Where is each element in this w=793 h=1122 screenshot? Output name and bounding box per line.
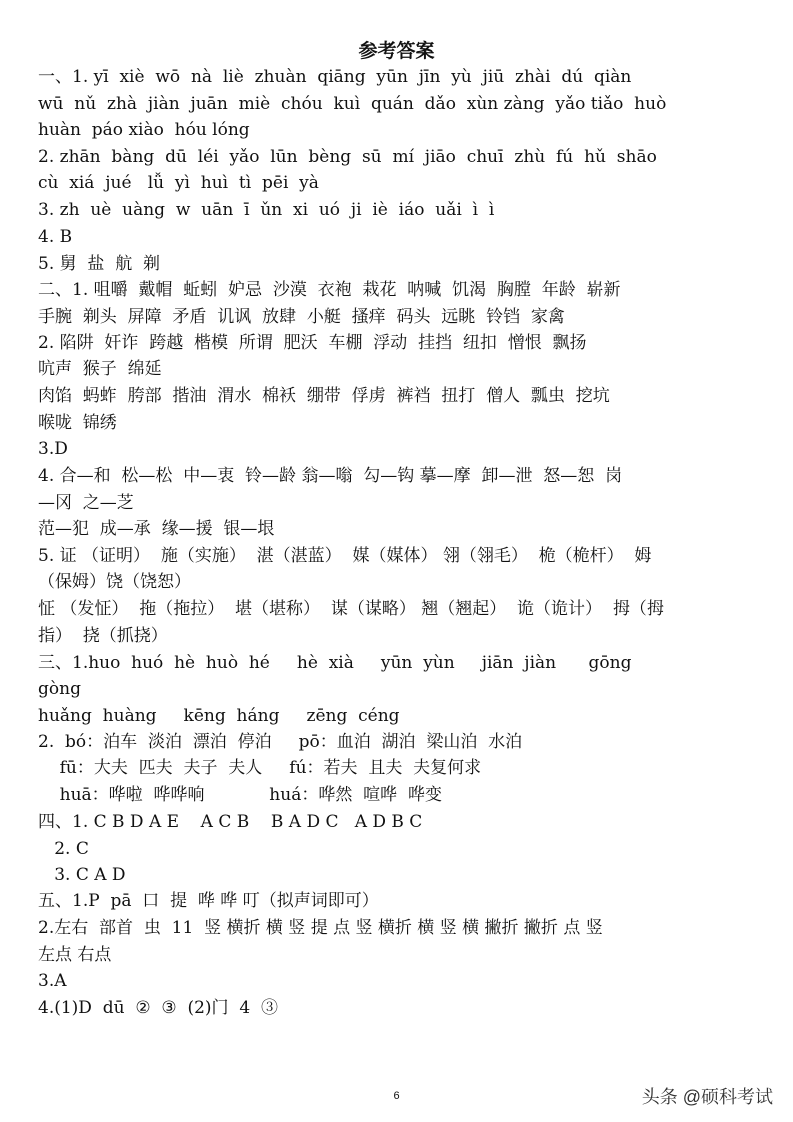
answer-line: 2. zhān bàng dū léi yǎo lūn bèng sū mí jiāo chuī zhù fú hǔ shāo [38,147,657,167]
page-title: 参考答案 [358,40,435,62]
answer-line: 2. C [38,839,89,859]
answer-line: 怔 （发怔） 拖（拖拉） 堪（堪称） 谋（谋略） 翘（翘起） 诡（诡计） 拇（拇 [38,599,664,619]
answer-line: 3. zh uè uàng w uān ī ǔn xi uó ji iè iáo uǎi ì ì [38,200,495,220]
answer-line: 吭声 猴子 绵延 [38,359,162,379]
answer-line: huǎng huàng kēng háng zēng céng [38,706,400,726]
answer-line: 2.左右 部首 虫 11 竖 横折 横 竖 提 点 竖 横折 横 竖 横 撇折 撇折 点 竖 [38,918,603,938]
answer-line: huàn páo xiào hóu lóng [38,120,250,140]
answer-line: gòng [38,679,81,699]
answer-line: 指） 挠（抓挠） [38,626,168,646]
answer-line: 2. bó：泊车 淡泊 漂泊 停泊 pō：血泊 湖泊 梁山泊 水泊 [38,732,523,752]
answer-line: 3.D [38,439,68,459]
answer-line: 肉馅 蚂蚱 胯部 揩油 渭水 棉袄 绷带 俘虏 裤裆 扭打 僧人 瓢虫 挖坑 [38,386,610,406]
answer-line: 手腕 剃头 屏障 矛盾 讥讽 放肆 小艇 搔痒 码头 远眺 铃铛 家禽 [38,307,565,327]
answer-line: 3. C A D [38,865,126,885]
answer-line: 4. 合—和 松—松 中—衷 铃—龄 翁—嗡 勾—钩 摹—摩 卸—泄 怒—恕 岗 [38,466,623,486]
answer-line: 五、1.P pā 口 提 哗 哗 叮（拟声词即可） [38,891,379,911]
answer-line: fū：大夫 匹夫 夫子 夫人 fú：若夫 且夫 夫复何求 [38,758,482,778]
answer-line: 4. B [38,227,73,247]
answer-line: 三、1.huo huó hè huò hé hè xià yūn yùn jiān jiàn gōng [38,653,632,673]
answer-line: 左点 右点 [38,945,112,965]
answer-line: 一、1. yī xiè wō nà liè zhuàn qiāng yūn jīn yù jiū zhài dú qiàn [38,67,632,87]
page-number: 6 [393,1090,400,1102]
watermark-text: 头条 @硕科考试 [641,1087,773,1107]
answer-line: —冈 之—芝 [38,493,134,513]
answer-line: cù xiá jué lǚ yì huì tì pēi yà [38,173,319,193]
answer-line: 5. 证 （证明） 施（实施） 湛（湛蓝） 媒（媒体） 翎（翎毛） 桅（桅杆） 姆 [38,546,652,566]
answer-line: 四、1. C B D A E A C B B A D C A D B C [38,812,423,832]
answer-line: 范—犯 成—承 缘—援 银—垠 [38,519,275,539]
answer-line: 二、1. 咀嚼 戴帽 蚯蚓 妒忌 沙漠 衣袍 栽花 呐喊 饥渴 胸膛 年龄 崭新 [38,280,621,300]
answer-line: huā：哗啦 哗哗响 huá：哗然 喧哗 哗变 [38,785,442,805]
answer-line: wū nǔ zhà jiàn juān miè chóu kuì quán dǎo xùn zàng yǎo tiǎo huò [38,94,667,114]
answer-line: 喉咙 锦绣 [38,413,117,433]
answer-line: 5. 舅 盐 航 剃 [38,254,161,274]
answer-line: 3.A [38,971,67,991]
answer-line: 4.(1)D dū ② ③ (2)门 4 ③ [38,998,278,1018]
answer-line: 2. 陷阱 奸诈 跨越 楷模 所谓 肥沃 车棚 浮动 挂挡 纽扣 憎恨 飘扬 [38,333,587,353]
answer-line: （保姆）饶（饶恕） [38,572,191,592]
